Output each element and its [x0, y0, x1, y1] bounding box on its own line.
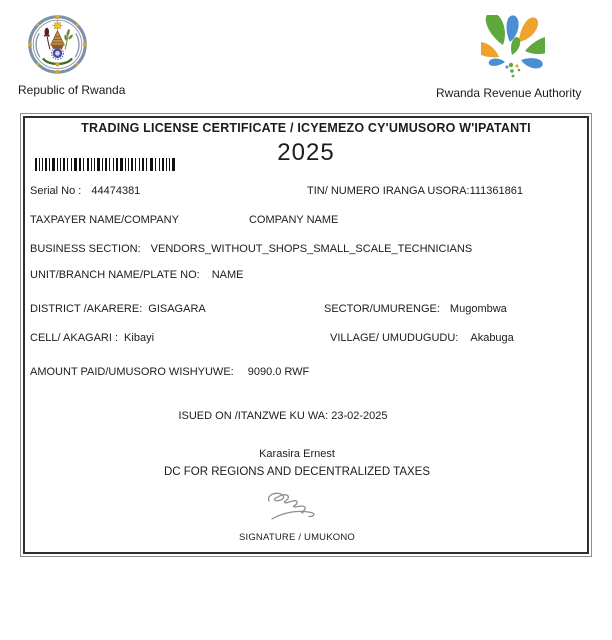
rra-splash-logo-icon [481, 15, 545, 85]
taxpayer-label: TAXPAYER NAME/COMPANY [30, 214, 179, 226]
taxpayer-value: COMPANY NAME [248, 214, 339, 226]
rwanda-coat-of-arms-icon [26, 13, 89, 81]
amount-paid-label: AMOUNT PAID/UMUSORO WISHYUWE: [30, 366, 234, 378]
business-section-label: BUSINESS SECTION: [30, 243, 141, 255]
business-section-value: VENDORS_WITHOUT_SHOPS_SMALL_SCALE_TECHNICIANS [150, 243, 473, 255]
serial-label: Serial No : [30, 185, 82, 197]
taxpayer-row [25, 214, 587, 226]
tin-field [307, 185, 523, 197]
tin-label: TIN/ NUMERO IRANGA USORA: [307, 185, 470, 197]
issued-on-row: ISUED ON /ITANZWE KU WA: 23-02-2025 [178, 410, 388, 422]
certificate-title: TRADING LICENSE CERTIFICATE / ICYEMEZO CY'UMUSORO W'IPATANTI [81, 121, 531, 135]
republic-of-rwanda-label: Republic of Rwanda [18, 83, 126, 97]
serial-row [25, 185, 587, 197]
sector-value: Mugombwa [449, 303, 507, 315]
sector-label: SECTOR/UMURENGE: [324, 303, 440, 315]
district-label: DISTRICT /AKARERE: [30, 303, 143, 315]
serial-value: 44474381 [91, 185, 141, 197]
amount-paid-row [25, 366, 587, 378]
unit-branch-label: UNIT/BRANCH NAME/PLATE NO: [30, 269, 200, 281]
district-value: GISAGARA [148, 303, 206, 315]
signature-scribble-icon [264, 488, 320, 526]
village-label: VILLAGE/ UMUDUGUDU: [330, 332, 459, 344]
unit-branch-row [25, 269, 587, 281]
village-field [330, 332, 514, 344]
rra-authority-label: Rwanda Revenue Authority [436, 86, 582, 100]
barcode [35, 158, 175, 171]
business-section-row [25, 243, 587, 255]
village-value: Akabuga [470, 332, 514, 344]
certificate-box [20, 113, 592, 557]
certificate-inner-border [23, 116, 589, 554]
sector-field [324, 303, 507, 315]
cell-value: Kibayi [124, 332, 155, 344]
cell-row [25, 332, 587, 344]
cell-label: CELL/ AKAGARI : [30, 332, 119, 344]
certificate-year: 2025 [277, 139, 335, 166]
tin-value: 111361861 [469, 185, 524, 197]
signatory-name: Karasira Ernest [259, 448, 335, 460]
district-row [25, 303, 587, 315]
unit-branch-value: NAME [211, 269, 244, 281]
signatory-title: DC FOR REGIONS AND DECENTRALIZED TAXES [163, 466, 431, 478]
signature-caption: SIGNATURE / UMUKONO [238, 532, 356, 543]
amount-paid-value: 9090.0 RWF [247, 366, 310, 378]
